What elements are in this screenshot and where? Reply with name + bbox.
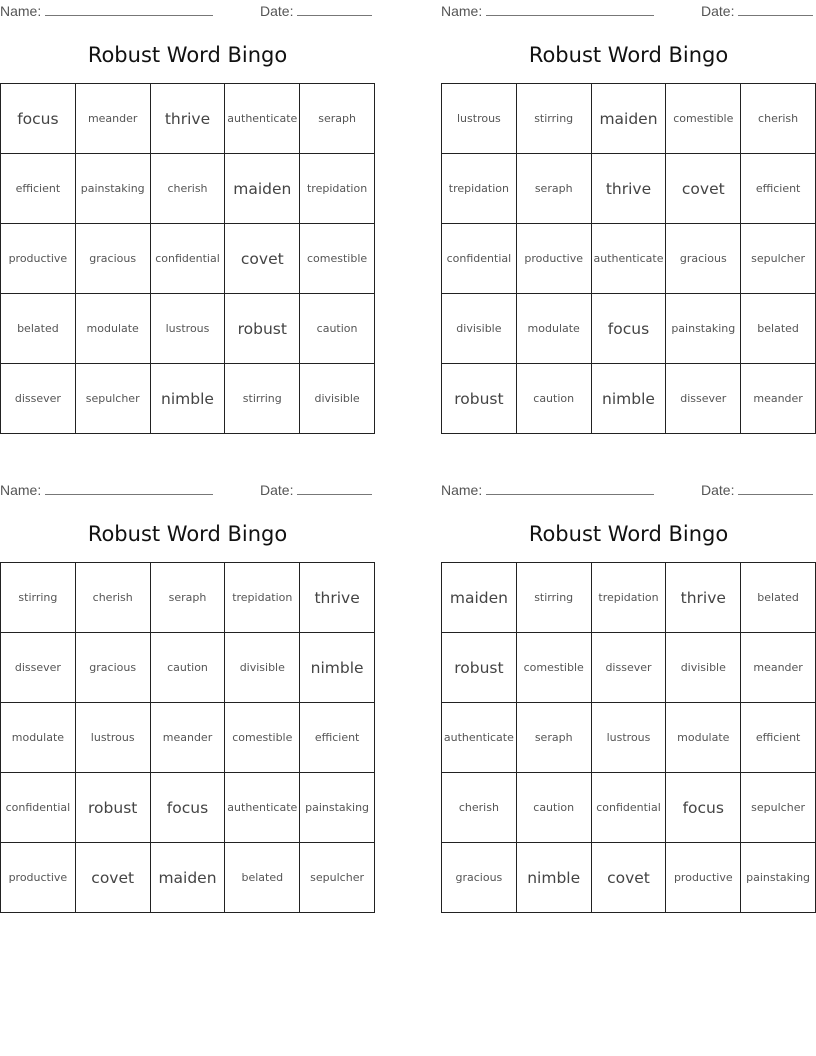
bingo-cell: painstaking [76, 154, 151, 224]
bingo-cell: modulate [517, 294, 592, 364]
bingo-cell: dissever [592, 633, 667, 703]
bingo-cell: thrive [592, 154, 667, 224]
bingo-cell: cherish [76, 563, 151, 633]
bingo-cell: authenticate [592, 224, 667, 294]
bingo-cell: modulate [1, 703, 76, 773]
name-label: Name: [0, 3, 42, 19]
bingo-cell: sepulcher [741, 224, 816, 294]
bingo-cell: productive [1, 843, 76, 913]
date-blank-line [297, 481, 372, 495]
bingo-cell: caution [151, 633, 226, 703]
bingo-cell: sepulcher [300, 843, 375, 913]
bingo-cell: belated [1, 294, 76, 364]
bingo-cell: cherish [442, 773, 517, 843]
bingo-card-4 [441, 479, 816, 914]
bingo-cell: confidential [1, 773, 76, 843]
bingo-cell: nimble [151, 364, 226, 434]
bingo-cell: gracious [666, 224, 741, 294]
bingo-cell: stirring [225, 364, 300, 434]
bingo-cell: divisible [300, 364, 375, 434]
bingo-cell: nimble [592, 364, 667, 434]
bingo-cell: meander [741, 364, 816, 434]
bingo-cell: efficient [741, 703, 816, 773]
bingo-cell: comestible [517, 633, 592, 703]
bingo-cell: thrive [151, 84, 226, 154]
bingo-cell: covet [666, 154, 741, 224]
bingo-cell: gracious [76, 224, 151, 294]
bingo-cell: robust [442, 633, 517, 703]
bingo-cell: painstaking [666, 294, 741, 364]
bingo-cell: comestible [225, 703, 300, 773]
bingo-cell: confidential [151, 224, 226, 294]
bingo-cell: thrive [300, 563, 375, 633]
bingo-cell: productive [517, 224, 592, 294]
name-field [0, 2, 213, 20]
name-label: Name: [441, 482, 483, 498]
bingo-cell: lustrous [151, 294, 226, 364]
bingo-cell: thrive [666, 563, 741, 633]
bingo-cell: divisible [225, 633, 300, 703]
name-blank-line [486, 481, 654, 495]
bingo-cell: cherish [151, 154, 226, 224]
name-date-row [441, 481, 816, 499]
bingo-cell: covet [225, 224, 300, 294]
date-blank-line [738, 2, 813, 16]
bingo-cell: modulate [666, 703, 741, 773]
bingo-grid [441, 562, 816, 913]
bingo-cell: nimble [300, 633, 375, 703]
bingo-cell: trepidation [225, 563, 300, 633]
bingo-cell: robust [442, 364, 517, 434]
bingo-cell: covet [76, 843, 151, 913]
bingo-grid [0, 83, 375, 434]
card-title: Robust Word Bingo [87, 43, 288, 67]
bingo-cell: painstaking [741, 843, 816, 913]
bingo-cell: meander [741, 633, 816, 703]
bingo-card-3 [0, 479, 375, 914]
bingo-cell: stirring [517, 84, 592, 154]
bingo-cell: meander [151, 703, 226, 773]
bingo-cell: painstaking [300, 773, 375, 843]
bingo-cell: comestible [300, 224, 375, 294]
bingo-cell: covet [592, 843, 667, 913]
date-field [701, 2, 813, 20]
date-label: Date: [701, 482, 735, 498]
bingo-cell: dissever [666, 364, 741, 434]
bingo-cell: focus [1, 84, 76, 154]
name-blank-line [45, 2, 213, 16]
name-field [0, 481, 213, 499]
bingo-cell: robust [225, 294, 300, 364]
bingo-cell: gracious [76, 633, 151, 703]
bingo-cell: robust [76, 773, 151, 843]
name-label: Name: [0, 482, 42, 498]
bingo-cell: trepidation [300, 154, 375, 224]
bingo-cell: seraph [151, 563, 226, 633]
date-field [260, 2, 372, 20]
bingo-cell: sepulcher [76, 364, 151, 434]
bingo-cell: focus [151, 773, 226, 843]
bingo-cell: caution [517, 364, 592, 434]
bingo-cell: stirring [517, 563, 592, 633]
bingo-cell: focus [592, 294, 667, 364]
bingo-cell: comestible [666, 84, 741, 154]
bingo-cell: efficient [300, 703, 375, 773]
date-field [701, 481, 813, 499]
bingo-cell: belated [741, 563, 816, 633]
name-date-row [0, 481, 375, 499]
name-blank-line [486, 2, 654, 16]
bingo-cell: lustrous [592, 703, 667, 773]
date-label: Date: [701, 3, 735, 19]
bingo-cell: nimble [517, 843, 592, 913]
bingo-cell: authenticate [225, 773, 300, 843]
bingo-card-2 [441, 0, 816, 435]
card-title: Robust Word Bingo [87, 522, 288, 546]
bingo-cell: confidential [442, 224, 517, 294]
bingo-cell: focus [666, 773, 741, 843]
bingo-cell: authenticate [442, 703, 517, 773]
date-blank-line [297, 2, 372, 16]
card-title: Robust Word Bingo [528, 43, 729, 67]
bingo-cell: maiden [592, 84, 667, 154]
bingo-cell: seraph [517, 703, 592, 773]
name-date-row [0, 2, 375, 20]
bingo-cell: stirring [1, 563, 76, 633]
date-label: Date: [260, 3, 294, 19]
bingo-grid [0, 562, 375, 913]
bingo-cell: gracious [442, 843, 517, 913]
bingo-cell: divisible [442, 294, 517, 364]
bingo-grid [441, 83, 816, 434]
name-label: Name: [441, 3, 483, 19]
bingo-cell: divisible [666, 633, 741, 703]
bingo-cell: trepidation [592, 563, 667, 633]
name-field [441, 481, 654, 499]
date-label: Date: [260, 482, 294, 498]
bingo-cell: lustrous [442, 84, 517, 154]
bingo-cell: seraph [300, 84, 375, 154]
bingo-cell: efficient [1, 154, 76, 224]
bingo-cell: belated [225, 843, 300, 913]
bingo-cell: productive [666, 843, 741, 913]
bingo-cell: sepulcher [741, 773, 816, 843]
bingo-cell: maiden [442, 563, 517, 633]
bingo-cell: efficient [741, 154, 816, 224]
card-title: Robust Word Bingo [528, 522, 729, 546]
bingo-cell: authenticate [225, 84, 300, 154]
bingo-cell: modulate [76, 294, 151, 364]
bingo-cell: caution [300, 294, 375, 364]
bingo-cell: trepidation [442, 154, 517, 224]
bingo-cell: dissever [1, 633, 76, 703]
bingo-cell: dissever [1, 364, 76, 434]
bingo-cell: meander [76, 84, 151, 154]
bingo-cell: cherish [741, 84, 816, 154]
bingo-cell: lustrous [76, 703, 151, 773]
bingo-cell: confidential [592, 773, 667, 843]
bingo-cell: productive [1, 224, 76, 294]
bingo-cell: maiden [151, 843, 226, 913]
bingo-cell: belated [741, 294, 816, 364]
name-field [441, 2, 654, 20]
name-date-row [441, 2, 816, 20]
bingo-card-1 [0, 0, 375, 435]
date-field [260, 481, 372, 499]
bingo-cell: seraph [517, 154, 592, 224]
date-blank-line [738, 481, 813, 495]
bingo-cell: maiden [225, 154, 300, 224]
bingo-cell: caution [517, 773, 592, 843]
name-blank-line [45, 481, 213, 495]
